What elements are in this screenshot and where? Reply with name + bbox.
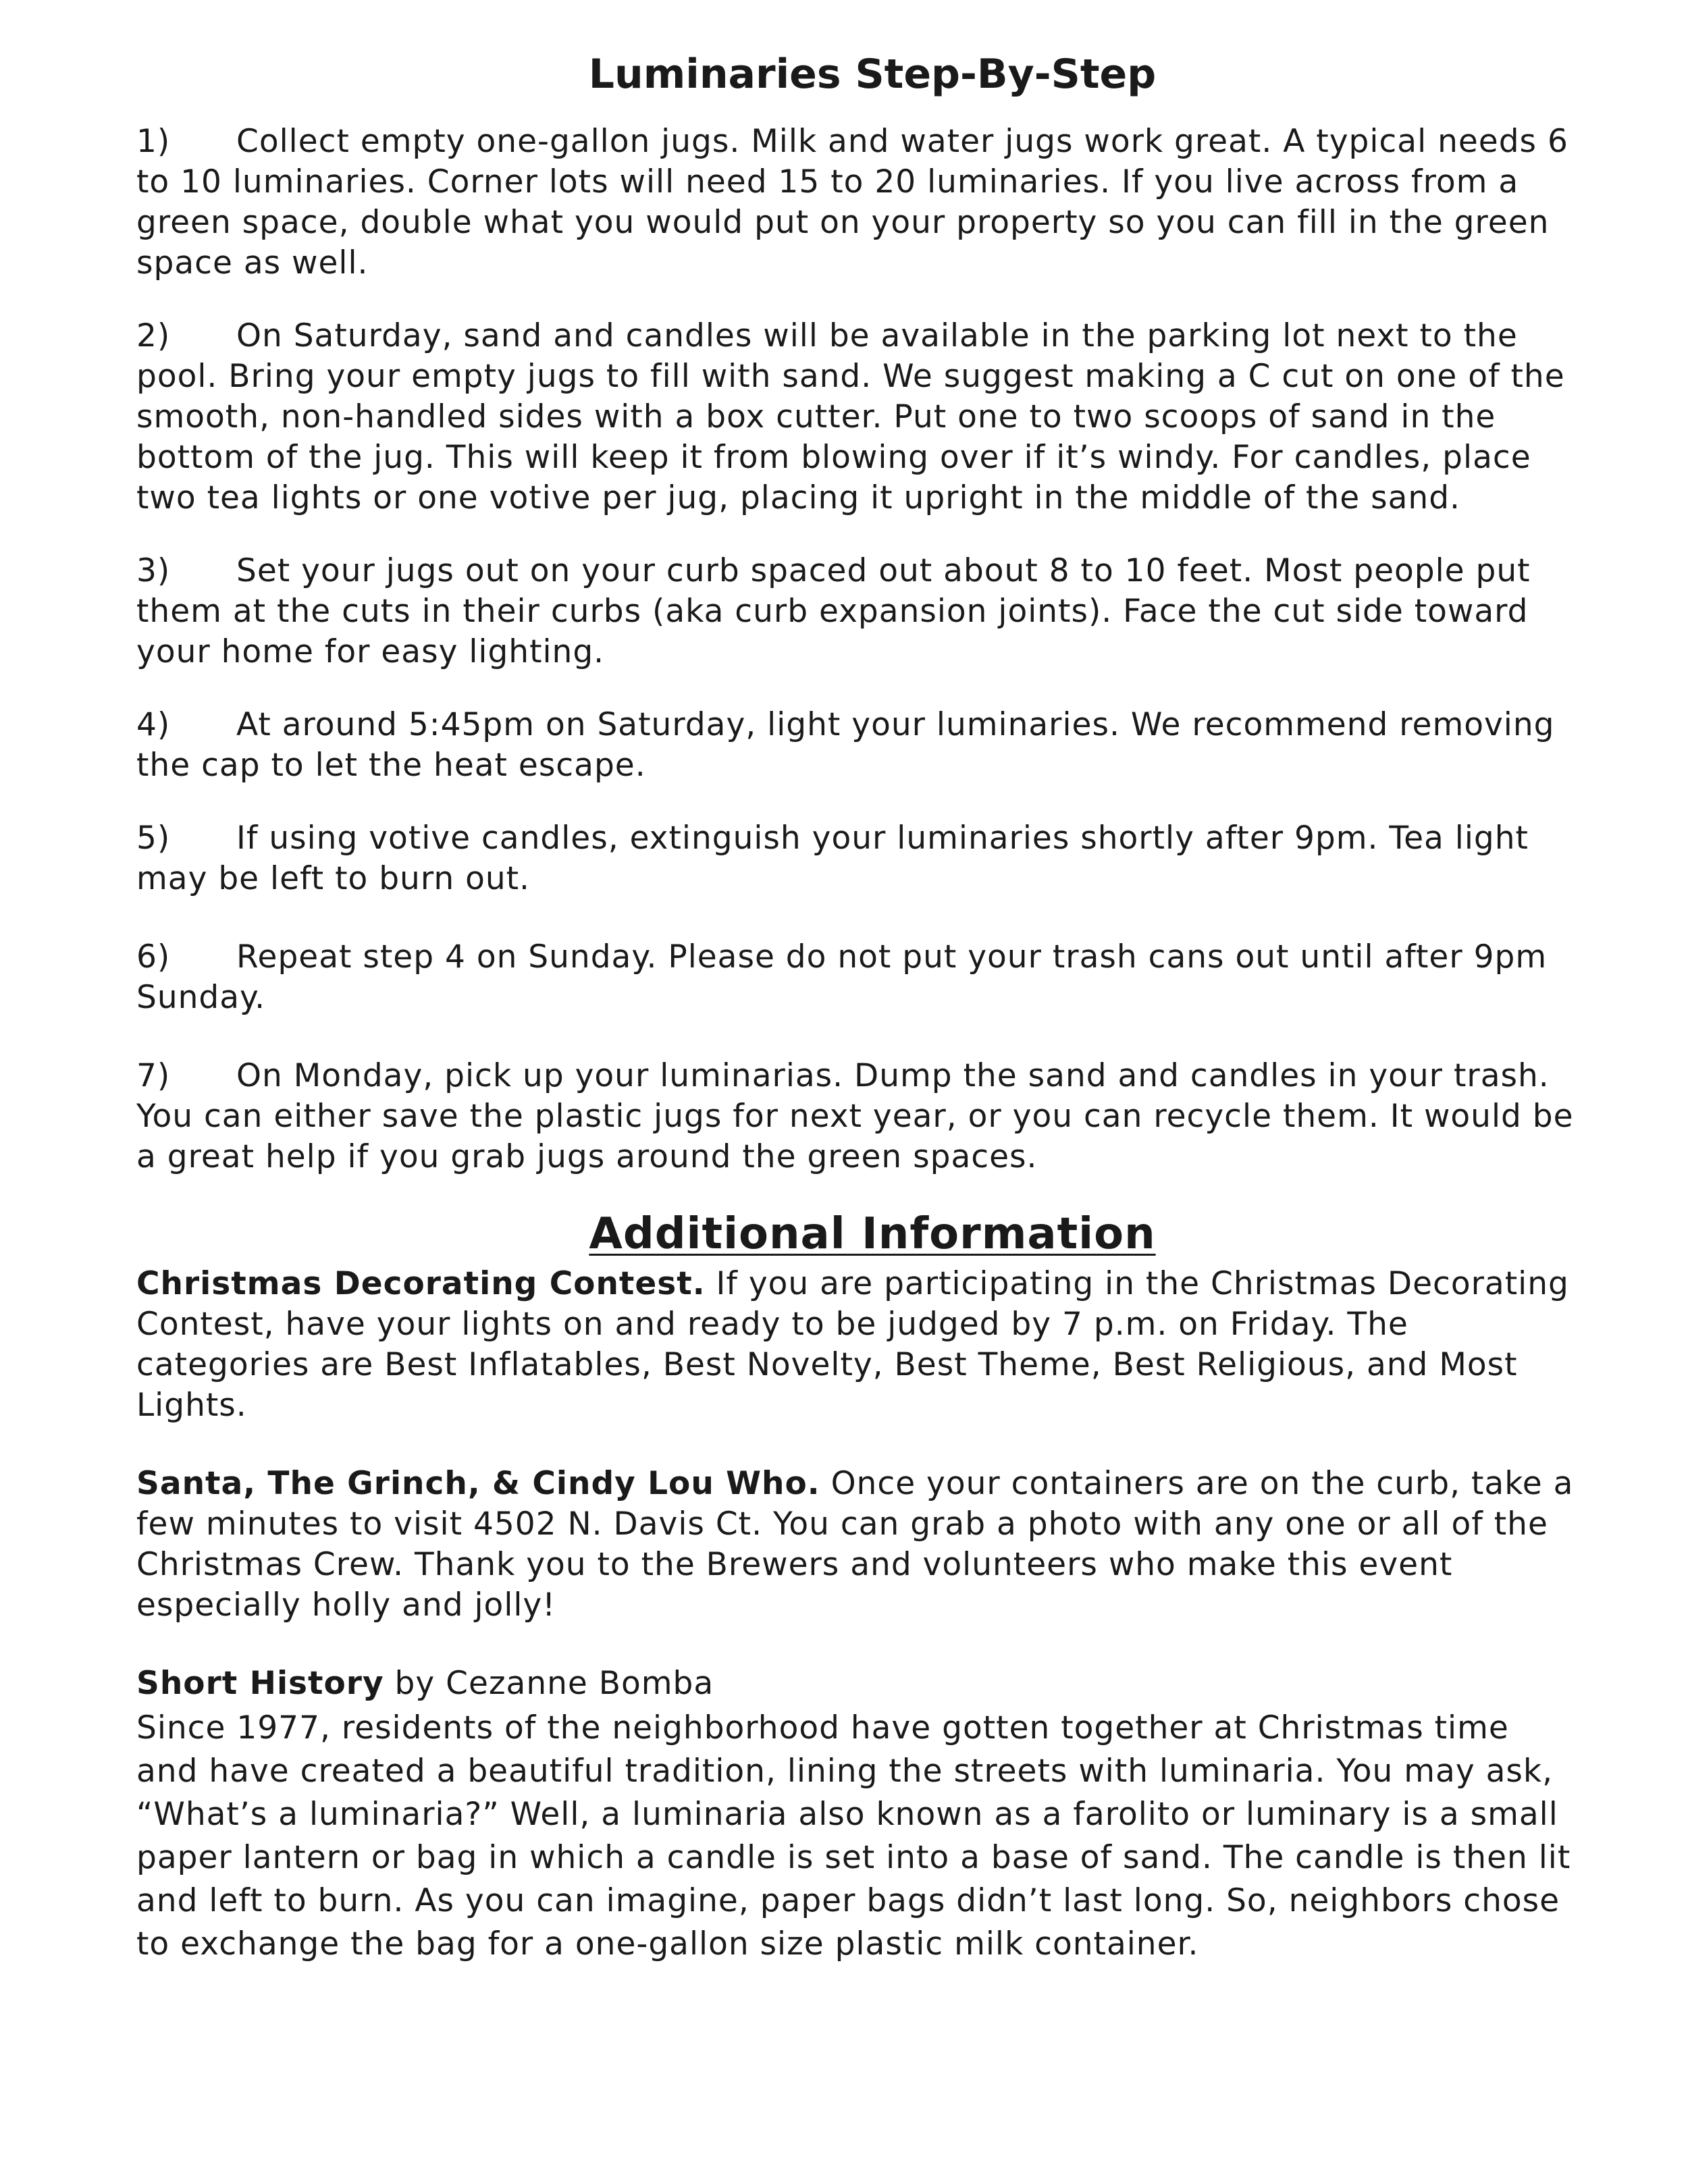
step-text: Collect empty one-gallon jugs. Milk and water jugs work great. A typical needs 6 to 10 luminaries. Corner lots will need 15 to 20 luminaries. If you live across from a green space, double what you would put on your property so you can fill in the green space as well. [136, 123, 1568, 282]
page-title: Luminaries Step-By-Step [588, 51, 1157, 98]
step-item [136, 122, 1581, 284]
step-item [136, 1056, 1581, 1177]
contest-paragraph [136, 1264, 1581, 1426]
step-number: 6) [136, 938, 171, 976]
step-text: Repeat step 4 on Sunday. Please do not put your trash cans out until after 9pm Sunday. [136, 938, 1548, 1016]
step-item [136, 937, 1581, 1018]
contest-text: If you are participating in the Christmas Decorating Contest, have your lights on and ready to be judged by 7 p.m. on Friday. The categories are Best Inflatables, Best Novelty, Best Theme, Best Religious, and Most Lights. [136, 1265, 1569, 1424]
step-number: 1) [136, 123, 171, 160]
santa-paragraph [136, 1464, 1581, 1626]
document-page [136, 41, 1581, 1966]
step-number: 5) [136, 820, 171, 857]
history-title: Short History [136, 1665, 384, 1702]
history-heading [136, 1663, 1581, 1704]
step-number: 2) [136, 317, 171, 354]
santa-text: Once your containers are on the curb, take a few minutes to visit 4502 N. Davis Ct. You can grab a photo with any one or all of the Christmas Crew. Thank you to the Brewers and volunteers who make this event especially holly and jolly! [136, 1465, 1574, 1624]
step-number: 7) [136, 1057, 171, 1094]
step-item [136, 551, 1581, 672]
step-text: Set your jugs out on your curb spaced out about 8 to 10 feet. Most people put them at the cuts in their curbs (aka curb expansion joints). Face the cut side toward your home for easy lighting. [136, 552, 1531, 670]
steps-list [136, 122, 1581, 1177]
step-item [136, 316, 1581, 518]
history-byline: by Cezanne Bomba [384, 1665, 714, 1702]
step-text: At around 5:45pm on Saturday, light your luminaries. We recommend removing the cap to let the heat escape. [136, 706, 1555, 784]
history-text: Since 1977, residents of the neighborhood have gotten together at Christmas time and have created a beautiful tradition, lining the streets with luminaria. You may ask, “What’s a luminaria?” Well, a luminaria also known as a farolito or luminary is a small paper lantern or bag in which a candle is set into a base of sand. The candle is then lit and left to burn. As you can imagine, paper bags didn’t last long. So, neighbors chose to exchange the bag for a one-gallon size plastic milk container. [136, 1709, 1571, 1963]
contest-title: Christmas Decorating Contest. [136, 1265, 706, 1302]
step-number: 3) [136, 552, 171, 589]
step-text: On Monday, pick up your luminarias. Dump the sand and candles in your trash. You can either save the plastic jugs for next year, or you can recycle them. It would be a great help if you grab jugs around the green spaces. [136, 1057, 1574, 1175]
step-text: On Saturday, sand and candles will be available in the parking lot next to the pool. Bring your empty jugs to fill with sand. We suggest making a C cut on one of the smooth, non-handled sides with a box cutter. Put one to two scoops of sand in the bottom of the jug. This will keep it from blowing over if it’s windy. For candles, place two tea lights or one votive per jug, placing it upright in the middle of the sand. [136, 317, 1565, 516]
santa-title: Santa, The Grinch, & Cindy Lou Who. [136, 1465, 820, 1502]
additional-info-heading: Additional Information [589, 1209, 1156, 1259]
step-item [136, 705, 1581, 786]
step-text: If using votive candles, extinguish your luminaries shortly after 9pm. Tea light may be left to burn out. [136, 820, 1529, 897]
step-item [136, 818, 1581, 899]
step-number: 4) [136, 706, 171, 743]
